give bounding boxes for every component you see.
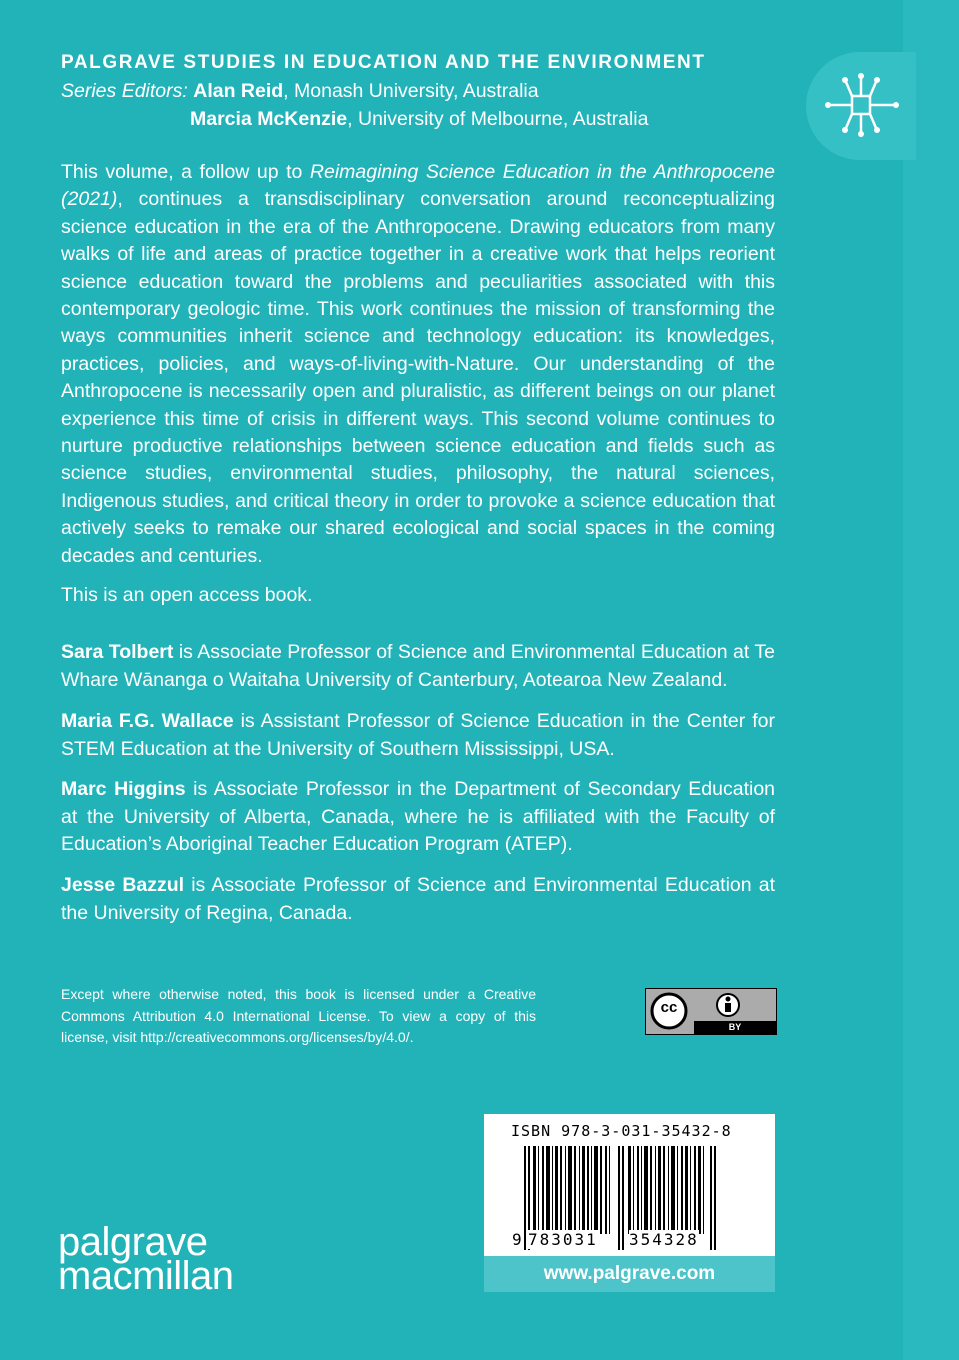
- creative-commons-by-icon: [645, 988, 777, 1035]
- author-name: Maria F.G. Wallace: [61, 710, 234, 732]
- isbn-barcode: [484, 1114, 775, 1256]
- author-bio-text: is Associate Professor of Science and Environmental Education at the University of Regina, Canada.: [61, 874, 775, 924]
- by-label: BY: [694, 1021, 776, 1034]
- author-bio: [61, 776, 775, 859]
- editor-name: Alan Reid: [193, 80, 284, 102]
- author-bio-text: is Assistant Professor of Science Education in the Center for STEM Education at the University of Southern Mississippi, USA.: [61, 710, 775, 760]
- barcode-digit-lead: 9: [512, 1230, 524, 1249]
- cc-label: cc: [660, 999, 678, 1016]
- book-description: [61, 159, 775, 570]
- spine-strip: [903, 0, 959, 1360]
- author-name: Jesse Bazzul: [61, 874, 185, 896]
- logo-line-1: palgrave: [58, 1220, 208, 1264]
- referenced-title: Reimagining Science Education in the Anthropocene (2021): [61, 161, 775, 211]
- license-statement: Except where otherwise noted, this book is licensed under a Creative Commons Attribution 4.0 International License. To view a copy of this license, visit http://creativecommons.org/licenses/by/4.0/.: [61, 986, 536, 1045]
- editor-affiliation: , Monash University, Australia: [283, 80, 539, 102]
- editors-label: Series Editors:: [61, 80, 188, 102]
- author-name: Sara Tolbert: [61, 641, 174, 663]
- series-title: PALGRAVE STUDIES IN EDUCATION AND THE ENVIRONMENT: [61, 52, 706, 73]
- series-editors: [61, 78, 648, 133]
- barcode-digits-left: 783031: [528, 1230, 598, 1249]
- editor-affiliation: , University of Melbourne, Australia: [347, 107, 649, 130]
- author-bio: [61, 872, 775, 927]
- editors-row-1: [61, 78, 648, 106]
- editors-row-2: [61, 106, 648, 134]
- author-bio: [61, 708, 775, 763]
- author-name: Marc Higgins: [61, 778, 186, 800]
- description-intro: This volume, a follow up to: [61, 161, 310, 183]
- editor-name: Marcia McKenzie: [190, 107, 348, 130]
- publisher-logo: [58, 1220, 234, 1298]
- open-access-note: This is an open access book.: [61, 584, 313, 606]
- series-logo-badge: [806, 52, 916, 160]
- author-bio: [61, 639, 775, 694]
- description-body: , continues a transdisciplinary conversation around reconceptualizing science education in the era of the Anthropocene. Drawing educators from many walks of life and areas of practice together in a creative work that helps reorient science education toward the problems and peculiarities associated with this contemporary geologic time. This work continues the mission of transforming the ways communities inherit science and technology education: its knowledges, practices, policies, and ways-of-living-with-Nature. Our understanding of the Anthropocene is necessarily open and pluralistic, as different beings on our planet experience this time of crisis in different ways. This second volume continues to nurture productive relationships between science education and fields such as science studies, environmental studies, philosophy, the natural sciences, Indigenous studies, and critical theory in order to provoke a science education that actively seeks to remake our shared ecological and social spaces in the coming decades and centuries.: [61, 188, 775, 567]
- author-bio-text: is Associate Professor of Science and Environmental Education at Te Whare Wānanga o Waitaha University of Canterbury, Aotearoa New Zealand.: [61, 641, 775, 691]
- network-node-icon: [822, 72, 902, 138]
- publisher-url[interactable]: www.palgrave.com: [484, 1256, 775, 1292]
- isbn-number: ISBN 978-3-031-35432-8: [511, 1122, 732, 1140]
- author-bio-text: is Associate Professor in the Department of Secondary Education at the University of Alberta, Canada, where he is affiliated with the Faculty of Education’s Aboriginal Teacher Education Program (ATEP).: [61, 778, 776, 855]
- logo-line-2: macmillan: [58, 1254, 234, 1298]
- barcode-digits-right: 354328: [629, 1230, 699, 1249]
